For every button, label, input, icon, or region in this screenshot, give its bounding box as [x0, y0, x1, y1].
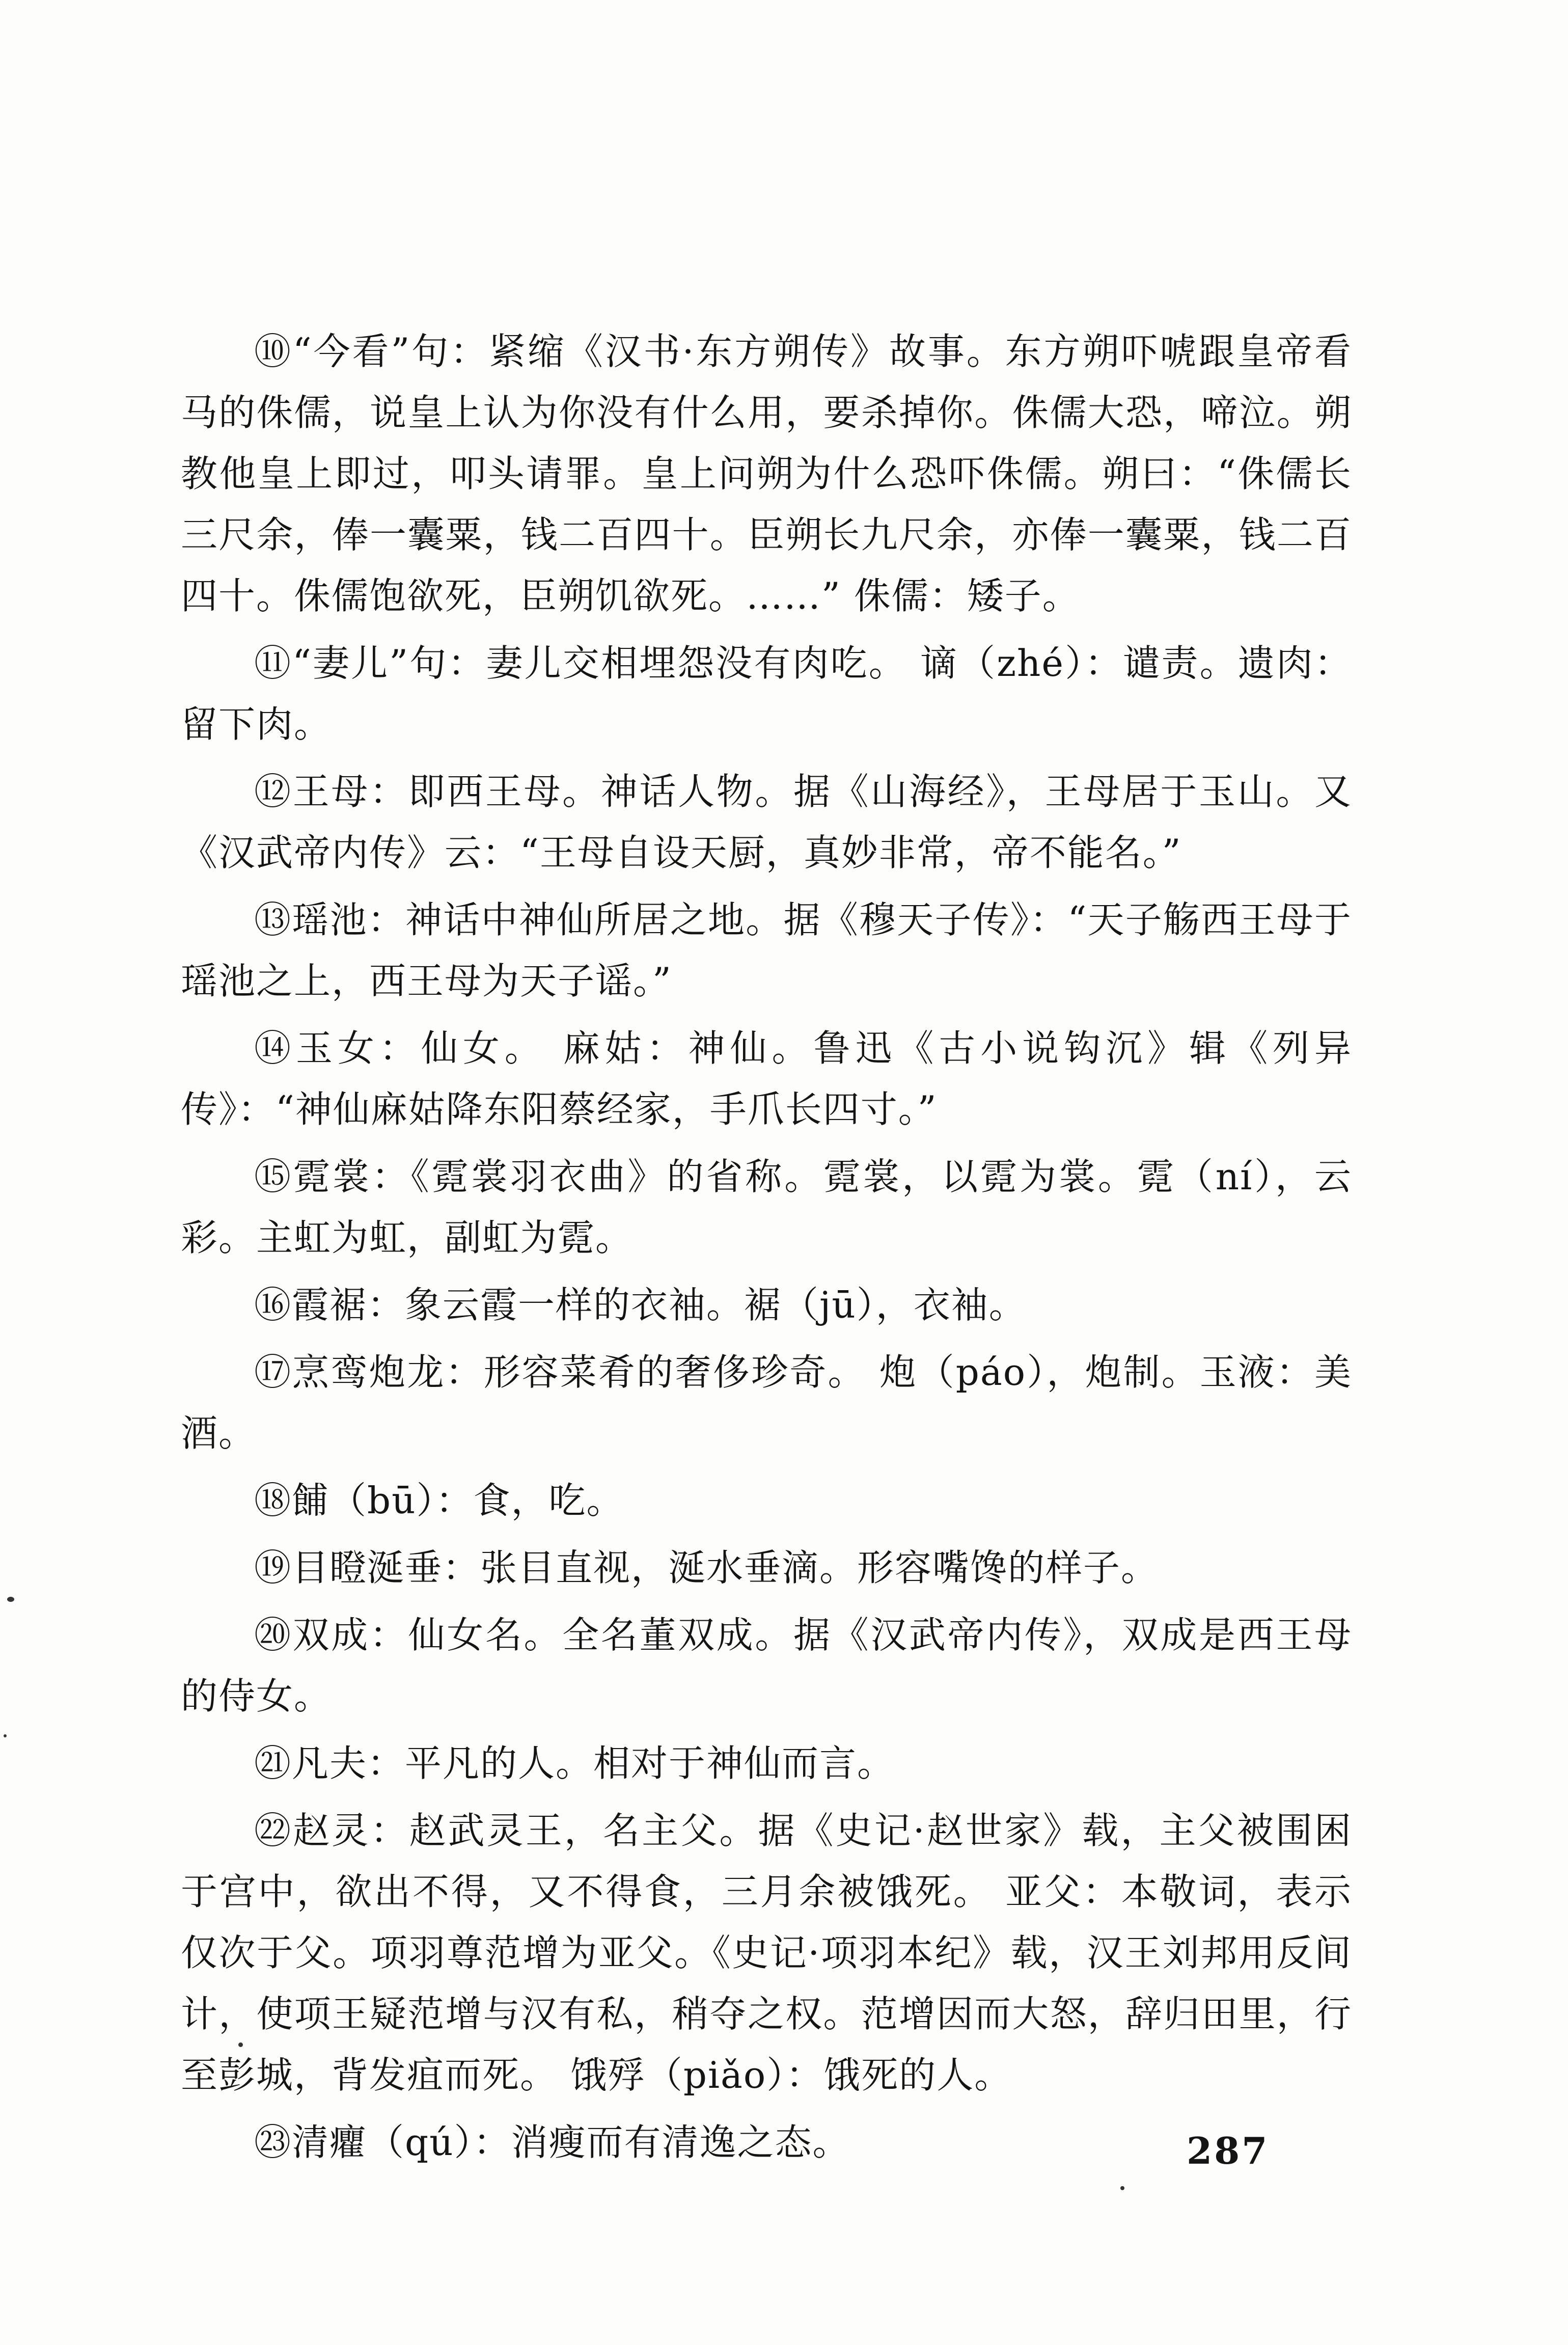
note-15: ⑮霓裳：《霓裳羽衣曲》的省称。霓裳，以霓为裳。霓（ní），云彩。主虹为虹，副虹为霓。 — [181, 1155, 1352, 1259]
note-20: ⑳双成：仙女名。全名董双成。据《汉武帝内传》，双成是西王母的侍女。 — [181, 1614, 1352, 1717]
scan-speck — [238, 2042, 243, 2047]
note-13: ⑬瑶池：神话中神仙所居之地。据《穆天子传》：“天子觞西王母于瑶池之上，西王母为天子谣。” — [181, 898, 1352, 1002]
note-21: ㉑凡夫：平凡的人。相对于神仙而言。 — [254, 1742, 895, 1785]
scan-speck — [7, 1597, 14, 1602]
note-19: ⑲目瞪涎垂：张目直视，涎水垂滴。形容嘴馋的样子。 — [254, 1546, 1159, 1589]
scan-speck — [1120, 2186, 1124, 2190]
note-11: ⑪“妻儿”句：妻儿交相埋怨没有肉吃。 谪（zhé）：谴责。遗肉：留下肉。 — [181, 642, 1352, 746]
note-10: ⑩“今看”句：紧缩《汉书·东方朔传》故事。东方朔吓唬跟皇帝看马的侏儒，说皇上认为你没有什么用，要杀掉你。侏儒大恐，啼泣。朔教他皇上即过，叩头请罪。皇上问朔为什么恐吓侏儒。朔曰：“侏儒长三尺余，俸一囊粟，钱二百四十。臣朔长九尺余，亦俸一囊粟，钱二百四十。侏儒饱欲死，臣朔饥欲死。……” 侏儒：矮子。 — [181, 330, 1352, 617]
note-18: ⑱餔（bū）：食，吃。 — [254, 1479, 624, 1522]
note-23: ㉓清癯（qú）：消瘦而有清逸之态。 — [254, 2121, 850, 2164]
page-number: 287 — [1187, 2129, 1270, 2172]
note-17: ⑰烹鸾炮龙：形容菜肴的奢侈珍奇。 炮（páo），炮制。玉液：美酒。 — [181, 1351, 1352, 1455]
scan-speck — [4, 1734, 7, 1737]
note-16: ⑯霞裾：象云霞一样的衣袖。裾（jū），衣袖。 — [254, 1284, 1027, 1326]
note-22: ㉒赵灵：赵武灵王，名主父。据《史记·赵世家》载，主父被围困于宫中，欲出不得，又不得食，三月余被饿死。 亚父：本敬词，表示仅次于父。项羽尊范增为亚父。《史记·项羽本纪》载，汉王刘邦用反间计，使项王疑范增与汉有私，稍夺之权。范增因而大怒，辞归田里，行至彭城，背发疽而死。 饿殍（piǎo）：饿死的人。 — [181, 1809, 1352, 2096]
note-14: ⑭玉女：仙女。 麻姑：神仙。鲁迅《古小说钩沉》辑《列异传》：“神仙麻姑降东阳蔡经家，手爪长四寸。” — [181, 1027, 1352, 1131]
note-12: ⑫王母：即西王母。神话人物。据《山海经》，王母居于玉山。又《汉武帝内传》云：“王母自设天厨，真妙非常，帝不能名。” — [181, 770, 1352, 874]
annotation-notes — [181, 321, 1352, 2179]
